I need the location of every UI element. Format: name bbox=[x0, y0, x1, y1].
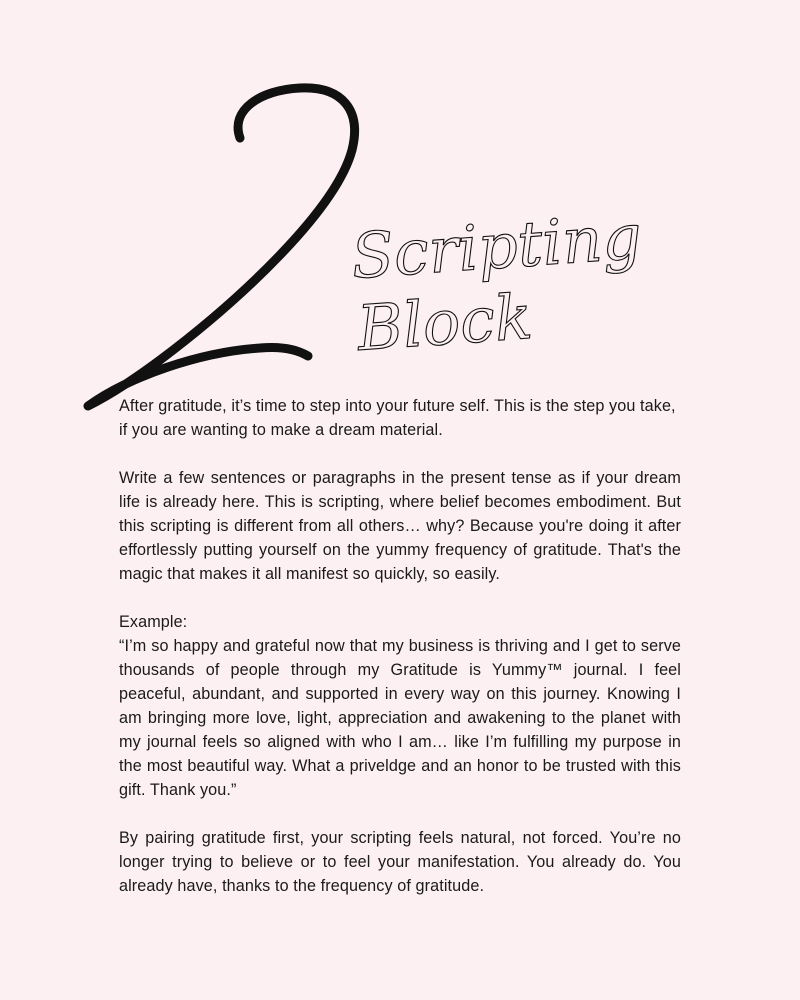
body-text bbox=[119, 394, 681, 922]
closing-paragraph: By pairing gratitude first, your scripting feels natural, not forced. You’re no longer trying to believe or to feel your manifestation. You already do. You already have, thanks to the frequency of gratitude. bbox=[119, 829, 681, 895]
section-heading bbox=[345, 200, 645, 370]
heading-line-1: Scripting bbox=[348, 199, 645, 293]
instructions-paragraph: Write a few sentences or paragraphs in the present tense as if your dream life is already here. This is scripting, where belief becomes embodiment. But this scripting is different from all others… why? Because you're doing it after effortlessly putting yourself on the yummy frequency of gratitude. That's the magic that makes it all manifest so quickly, so easily. bbox=[119, 469, 681, 583]
example-label: Example: bbox=[119, 613, 188, 631]
intro-paragraph: After gratitude, it’s time to step into your future self. This is the step you take, if you are wanting to make a dream material. bbox=[119, 397, 676, 439]
example-quote: “I’m so happy and grateful now that my business is thriving and I get to serve thousands of people through my Gratitude is Yummy™ journal. I feel peaceful, abundant, and supported in every way on this journey. Knowing I am bringing more love, light, appreciation and awakening to the planet with my journal feels so aligned with who I am… like I’m fulfilling my purpose in the most beautiful way. What a priveldge and an honor to be trusted with this gift. Thank you.” bbox=[119, 637, 681, 799]
heading-line-2: Block bbox=[354, 279, 535, 365]
numeral-two-brush bbox=[70, 70, 390, 430]
